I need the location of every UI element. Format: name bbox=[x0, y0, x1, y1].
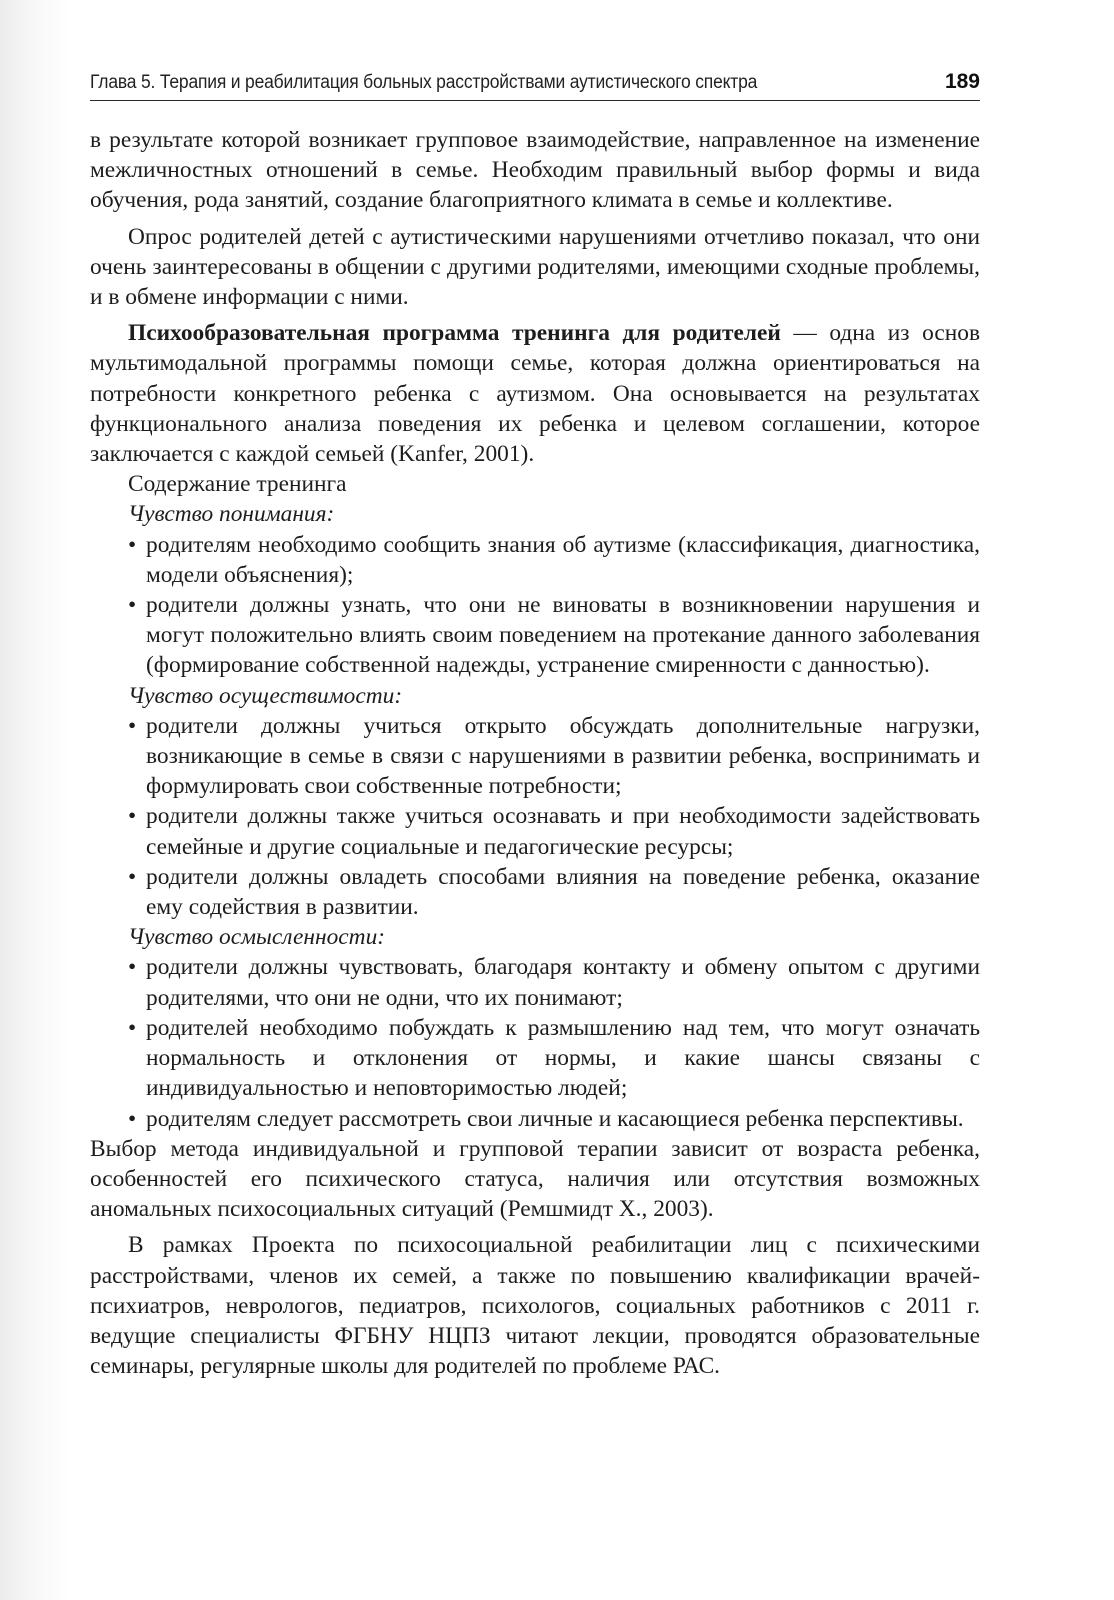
bullet-icon: • bbox=[128, 592, 137, 619]
program-term: Психообразовательная программа тренинга для родителей bbox=[128, 320, 781, 347]
bullet-icon: • bbox=[128, 531, 137, 558]
list-item bbox=[90, 530, 980, 590]
section-heading-feasibility: Чувство осуществимости: bbox=[128, 682, 403, 709]
chapter-title: Глава 5. Терапия и реабилитация больных расстройствами аутистического спектра bbox=[90, 72, 758, 93]
list-item bbox=[90, 862, 980, 922]
bullet-icon: • bbox=[128, 712, 137, 739]
paragraph-5: В рамках Проекта по психосоциальной реабилитации лиц с психическими расстройствами, членов их семей, а также по повышению квалификации врачей-психиатров, неврологов, педиатров, психологов, социальных работников с 2011 г. ведущие специалисты ФГБНУ НЦПЗ читают лекции, проводятся образовательные семинары, регулярные школы для родителей по проблеме РАС. bbox=[90, 1232, 980, 1380]
section-heading-understanding: Чувство понимания: bbox=[128, 501, 335, 528]
list-item bbox=[90, 590, 980, 681]
list-item-text: родители должны также учиться осознавать и при необходимости задействовать семейные и другие социальные и педагогические ресурсы; bbox=[146, 803, 980, 860]
paragraph-1: в результате которой возникает групповое взаимодействие, направленное на изменение межличностных отношений в семье. Необходим правильный выбор формы и вида обучения, рода занятий, создание благоприятного климата в семье и коллективе. bbox=[90, 127, 980, 214]
list-item-text: родители должны учиться открыто обсуждать дополнительные нагрузки, возникающие в семье в связи с нарушениями в развитии ребенка, воспринимать и формулировать свои собственные потребности; bbox=[146, 712, 980, 800]
list-item-text: родителям следует рассмотреть свои личные и касающиеся ребенка перспективы. bbox=[146, 1105, 964, 1132]
training-content-label: Содержание тренинга bbox=[128, 471, 347, 498]
bullet-icon: • bbox=[128, 1105, 137, 1132]
list-item-text: родители должны овладеть способами влияния на поведение ребенка, оказание ему содействия в развитии. bbox=[146, 863, 980, 921]
paragraph-2: Опрос родителей детей с аутистическими нарушениями отчетливо показал, что они очень заинтересованы в общении с другими родителями, имеющими сходные проблемы, и в обмене информации с ними. bbox=[90, 223, 980, 311]
paragraph-3-text: — одна из основ мультимодальной программы помощи семье, которая должна ориентироваться на потребности конкретного ребенка с аутизмом. Она основывается на результатах функционального анализа поведения их ребенка и целевом соглашении, которое заключается с каждой семьей (Kanfer, 2001). bbox=[90, 320, 981, 468]
list-item bbox=[90, 1104, 980, 1134]
list-item-text: родителей необходимо побуждать к размышлению над тем, что могут означать нормальность и отклонения от нормы, и какие шансы связаны с индивидуальностью и неповторимостью людей; bbox=[146, 1014, 980, 1102]
section-heading-meaningfulness: Чувство осмысленности: bbox=[128, 924, 386, 951]
running-header bbox=[90, 70, 980, 101]
bullet-icon: • bbox=[128, 803, 137, 830]
list-item bbox=[90, 801, 980, 861]
list-item bbox=[90, 711, 980, 802]
list-item-text: родители должны узнать, что они не виноваты в возникновении нарушения и могут положительно влиять своим поведением на протекание данного заболевания (формирование собственной надежды, устранение смиренности с данностью). bbox=[146, 592, 980, 679]
paragraph-4: Выбор метода индивидуальной и групповой терапии зависит от возраста ребенка, особенностей его психического статуса, наличия или отсутствия возможных аномальных психосоциальных ситуаций (Ремшмидт Х., 2003). bbox=[90, 1135, 980, 1223]
bullet-icon: • bbox=[128, 1014, 137, 1041]
bullet-icon: • bbox=[128, 863, 137, 890]
bullet-icon: • bbox=[128, 954, 137, 981]
page-body bbox=[90, 125, 980, 1381]
list-item bbox=[90, 1013, 980, 1104]
page-number: 189 bbox=[944, 70, 980, 93]
list-item bbox=[90, 952, 980, 1012]
paragraph-3 bbox=[90, 318, 980, 469]
list-item-text: родители должны чувствовать, благодаря контакту и обмену опытом с другими родителями, что они не одни, что их понимают; bbox=[146, 954, 980, 1011]
list-item-text: родителям необходимо сообщить знания об аутизме (классификация, диагностика, модели объяснения); bbox=[146, 531, 980, 588]
